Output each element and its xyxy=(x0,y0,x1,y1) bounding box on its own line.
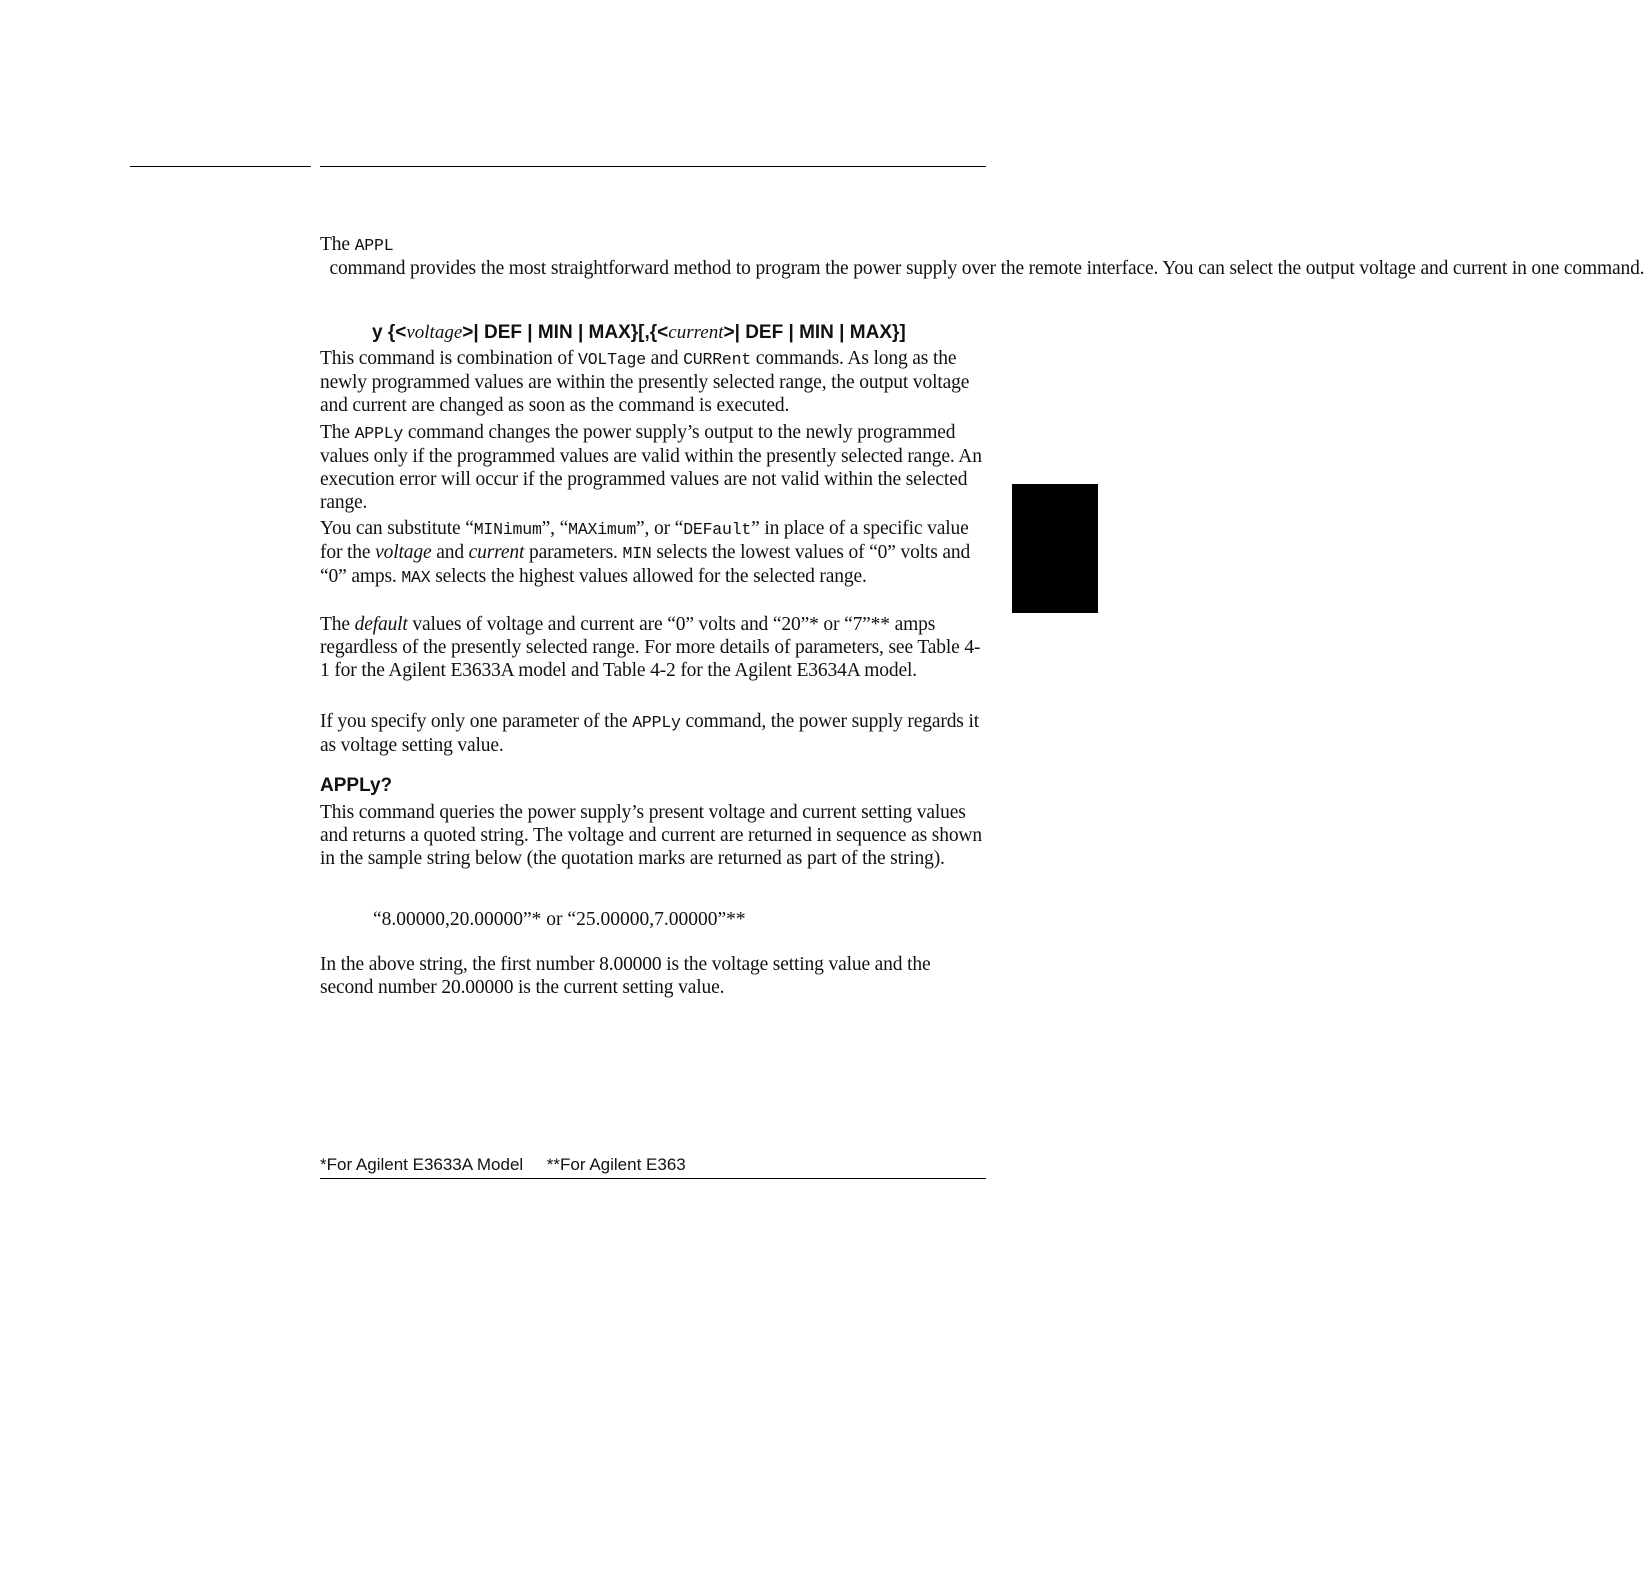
query-paragraph: This command queries the power supply’s present voltage and current setting values and returns a quoted string. The voltage and current are returned in sequence as shown in the sample string below (the quotation marks are returned as part of the string). xyxy=(320,802,982,869)
substitute-paragraph: You can substitute “MINimum”, “MAXimum”, or “DEFault” in place of a specific value for the voltage and current parameters. MIN selects the lowest values of “0” volts and “0” amps. MAX selects the highest values allowed for the selected range. xyxy=(320,518,971,587)
footer-rule xyxy=(320,1178,986,1179)
intro-paragraph: The APPL command provides the most straightforward method to program the power supply over the remote interface. You can select the output voltage and current in one command. xyxy=(320,234,1644,279)
query-heading: APPLy? xyxy=(320,775,393,796)
combination-paragraph: This command is combination of VOLTage and CURRent commands. As long as the newly programmed values are within the presently selected range, the output voltage and current are changed as soon as the command is executed. xyxy=(320,348,970,416)
header-rule-main xyxy=(320,166,986,167)
range-paragraph: The APPLy command changes the power supply’s output to the newly programmed values only if the programmed values are valid within the presently selected range. An execution error will occur if the programmed values are not valid within the selected range. xyxy=(320,422,982,513)
footnote: *For Agilent E3633A Model **For Agilent E363 xyxy=(320,1155,686,1174)
header-rule-left xyxy=(130,166,311,167)
single-parameter-paragraph: If you specify only one parameter of the APPLy command, the power supply regards it as voltage setting value. xyxy=(320,711,980,756)
command-syntax: y {<voltage>| DEF | MIN | MAX}[,{<current>| DEF | MIN | MAX}] xyxy=(372,322,906,343)
default-paragraph: The default values of voltage and current are “0” volts and “20”* or “7”** amps regardless of the presently selected range. For more details of parameters, see Table 4-1 for the Agilent E3633A model and Table 4-2 for the Agilent E3634A model. xyxy=(320,614,981,681)
chapter-thumb-tab xyxy=(1012,484,1098,613)
explanation-paragraph: In the above string, the first number 8.00000 is the voltage setting value and the second number 20.00000 is the current setting value. xyxy=(320,954,931,998)
sample-string: “8.00000,20.00000”* or “25.00000,7.00000”** xyxy=(373,909,746,930)
